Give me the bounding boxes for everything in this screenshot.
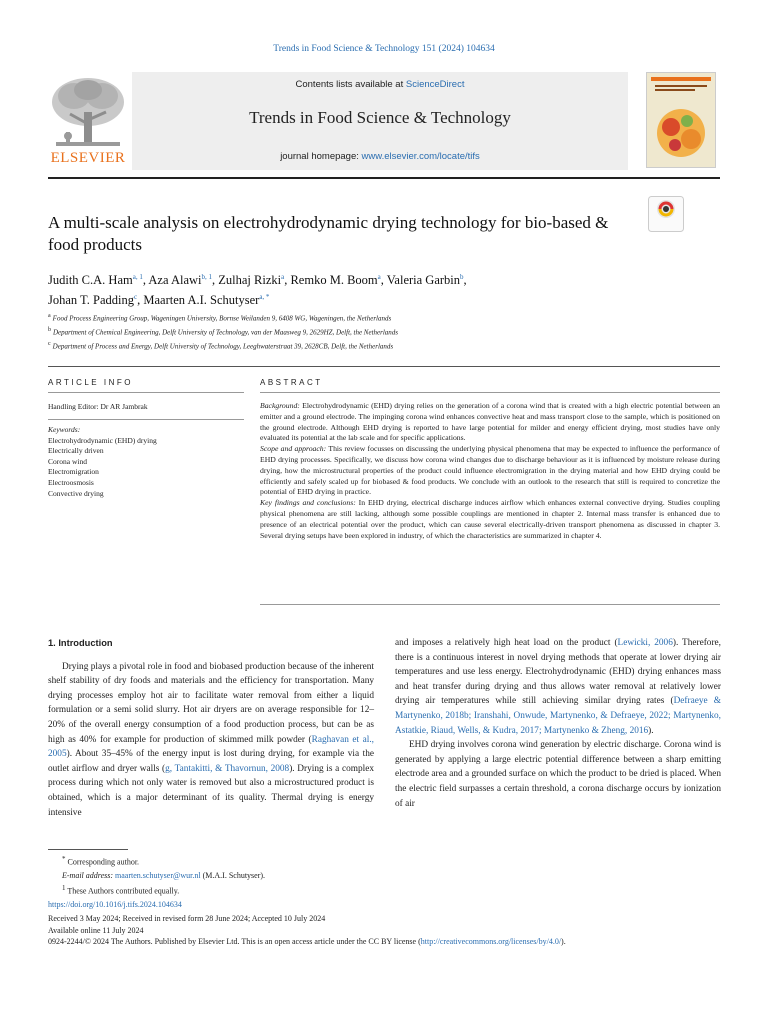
homepage-prefix: journal homepage: [280, 151, 362, 162]
body-column-right [395, 636, 721, 811]
received-dates: Received 3 May 2024; Received in revised form 28 June 2024; Accepted 10 July 2024 [48, 914, 326, 923]
body-text: ). About 35–45% of the energy input is lost during drying, for example via the outlet airflow and dryer walls ( [48, 749, 374, 774]
abstract-body [260, 401, 720, 541]
author-affiliation-mark[interactable]: a [377, 273, 381, 281]
affiliation-mark: b [48, 326, 51, 333]
abstract-rule [260, 392, 720, 393]
footnote-rule [48, 849, 128, 850]
footnote-text: Corresponding author. [67, 857, 140, 867]
article-history [48, 913, 720, 948]
email-suffix: (M.A.I. Schutyser). [202, 870, 266, 880]
body-paragraph [395, 636, 721, 738]
keyword-item: Convective drying [48, 488, 104, 498]
affiliation-item [48, 325, 648, 339]
footnotes [48, 853, 708, 897]
abstract-findings-label: Key findings and conclusions: [260, 498, 356, 508]
contents-line [132, 79, 628, 90]
doi-link[interactable]: https://doi.org/10.1016/j.tifs.2024.104634 [48, 900, 182, 909]
section-rule [48, 366, 720, 367]
keyword-item: Electrically driven [48, 446, 104, 456]
citation-link[interactable]: g, Tantakitti, & Thavornun, 2008 [165, 763, 290, 774]
body-column-left [48, 636, 374, 820]
abstract-rule [260, 604, 720, 605]
affiliation-text: Department of Process and Energy, Delft University of Technology, Leeghwaterstraat 39, 2628CB, Delft, the Netherlands [52, 341, 394, 350]
author-list: Judith C.A. Ham$^{a, 1}$, Aza Alawi$^{b, 1}$, Zulhaj Rizki$^a$, Remko M. Boom$^a$, Valeria Garbin$^b$, Johan T. Padding$^c$, Maarten A.I. Schutyser$^{a, *}$ [48, 273, 467, 308]
citation-link[interactable]: Lewicki, 2006 [617, 638, 673, 648]
license-line [48, 936, 720, 948]
author-name[interactable]: Valeria Garbin [386, 273, 461, 288]
homepage-link[interactable]: www.elsevier.com/locate/tifs [361, 151, 480, 162]
abstract-scope [260, 444, 720, 498]
email-label: E-mail address: [62, 870, 114, 880]
author-name[interactable]: Zulhaj Rizki [218, 273, 282, 288]
article-info-heading: ARTICLE INFO [48, 378, 133, 387]
license-text: ). [561, 937, 566, 946]
footnote-text: These Authors contributed equally. [67, 886, 180, 896]
author-affiliation-mark[interactable]: a, 1 [132, 273, 143, 281]
info-rule [48, 392, 244, 393]
journal-cover-image[interactable] [646, 72, 716, 168]
affiliation-mark: a [48, 313, 51, 319]
abstract-background [260, 401, 720, 444]
sciencedirect-link[interactable]: ScienceDirect [405, 79, 465, 90]
abstract-scope-label: Scope and approach: [260, 444, 327, 454]
contents-prefix: Contents lists available at [295, 79, 406, 90]
body-text: ). [648, 725, 654, 736]
check-updates-icon [648, 196, 684, 232]
abstract-findings [260, 498, 720, 541]
abstract-scope-text: This review focusses on discussing the underlying physical phenomena that may be expected to influence the performance of EHD drying processes. Specifically, we discuss how corona wind changes due to discharge behaviour as it is influenced by moisture release during drying, how the microstructural properties of the product could influence electromigration in the drying material and how EHD drying could be efficiently and safely scaled up for biobased & food products. We conclude with an outlook to the research that still is required to concretize the potential of EHD drying in practice. [260, 444, 720, 497]
footnote-mark: * [62, 855, 66, 863]
license-link[interactable]: http://creativecommons.org/licenses/by/4.0/ [420, 937, 562, 946]
affiliation-text: Food Process Engineering Group, Wageningen University, Bornse Weilanden 9, 6408 WG, Wageningen, the Netherlands [52, 314, 392, 323]
journal-title: Trends in Food Science & Technology [249, 108, 511, 127]
journal-reference[interactable]: Trends in Food Science & Technology 151 (2024) 104634 [273, 44, 495, 54]
author-affiliation-mark[interactable]: b [460, 273, 464, 281]
check-for-updates-badge[interactable] [648, 196, 684, 232]
citation-link[interactable]: Defraeye & Martynenko, 2018b; Iranshahi, Onwude, Martynenko, & Defraeye, 2022; Martynenko, Astatkie, Riaud, Wells, & Kudra, 2017; Martynenko & Zheng, 2016 [395, 696, 721, 736]
affiliation-item [48, 339, 648, 353]
affiliation-item [48, 311, 648, 325]
footnote-mark: 1 [62, 883, 66, 892]
info-rule [48, 419, 244, 420]
body-paragraph [48, 660, 374, 821]
author-name[interactable]: Aza Alawi [148, 273, 202, 288]
body-text: and imposes a relatively high heat load on the product ( [395, 638, 618, 648]
author-affiliation-mark[interactable]: b, 1 [201, 273, 213, 281]
keyword-item: Electrohydrodynamic (EHD) drying [48, 435, 157, 445]
affiliation-list [48, 311, 648, 352]
homepage-line [132, 151, 628, 162]
license-text: 0924-2244/© 2024 The Authors. Published by Elsevier Ltd. This is an open access article under the CC BY license ( [48, 937, 421, 946]
body-paragraph: EHD drying involves corona wind generation by electric discharge. Corona wind is generated by applying a large electric potential difference between a sharp emitting electrode area and a grounded surface on which the product to be dried is placed. When the electric field surpasses a certain threshold, a corona discharge occurs by ionization of air [395, 740, 721, 809]
author-name[interactable]: Maarten A.I. Schutyser [143, 293, 260, 308]
keywords-list [48, 425, 244, 499]
footnote-email [48, 869, 708, 882]
email-link[interactable]: maarten.schutyser@wur.nl [115, 870, 201, 880]
keyword-item: Corona wind [48, 456, 87, 466]
body-text: ). Therefore, there is a continuous interest in novel drying methods that operate at lower drying air temperatures and use less energy. Electrohydrodynamic (EHD) drying enhances mass and heat transfer during drying and thus allows water removal at relatively lower drying air temperatures while still achieving similar drying rates ( [395, 638, 722, 707]
author-name[interactable]: Remko M. Boom [290, 273, 378, 288]
header-rule [48, 177, 720, 179]
affiliation-mark: c [48, 340, 51, 347]
handling-editor: Handling Editor: Dr AR Jambrak [48, 402, 148, 411]
abstract-background-text: Electrohydrodynamic (EHD) drying relies on the generation of a corona wind that is created with a high electric potential between an emitter and a ground electrode. The impinging corona wind enhances convective heat and mass transport close to the sample, which is positioned on the ground electrode. Although EHD drying is reported to have large potential for milder and energy efficient drying, most studies have only evaluated its potential at the lab scale and for specific applications. [260, 401, 721, 443]
abstract-findings-text: In EHD drying, electrical discharge induces airflow which enhances external convective drying. Studies coupling physical phenomena are still lacking, although some possible couplings are mentioned in chapter 2. Internal mass transfer is enhanced due to presence of an electrical potential over the product, which can cause several electrically-driven transport phenomena as discussed in chapter 3. Several drying setups have been explored in industry, of which the characteristics are summarized in chapter 4. [260, 498, 721, 540]
author-affiliation-mark[interactable]: a, * [259, 293, 270, 302]
author-name[interactable]: Johan T. Padding [48, 293, 134, 308]
footnote-corresponding [48, 853, 708, 869]
body-text: Drying plays a pivotal role in food and biobased production because of the inherent shelf stability of dry foods and materials and the efficiency for transportation. Many drying processes employ hot air to facilitate water removal from either a liquid formulation or a semi solid slurry. Hot air dryers are on average responsible for 12–20% of the overall energy consumption of a food production process, but can be as high as 40% for example for production of skimmed milk powder ( [48, 661, 374, 745]
footnote-equal-contribution [48, 882, 708, 898]
section-heading: 1. Introduction [48, 638, 113, 648]
article-title: A multi-scale analysis on electrohydrodynamic drying technology for bio-based & food products [48, 213, 609, 254]
citation-link[interactable]: Raghavan et al., 2005 [48, 734, 375, 760]
keyword-item: Electromigration [48, 467, 99, 477]
author-affiliation-mark[interactable]: a [281, 273, 285, 281]
affiliation-text: Department of Chemical Engineering, Delft University of Technology, van der Maasweg 9, 2629HZ, Delft, the Netherlands [53, 328, 399, 337]
abstract-background-label: Background: [260, 401, 300, 410]
abstract-heading: ABSTRACT [260, 378, 323, 387]
available-online: Available online 11 July 2024 [48, 925, 144, 935]
author-name[interactable]: Judith C.A. Ham [48, 273, 133, 288]
body-text: ). Drying is a complex process during which not only water is removed but also a microstructured product is obtained, which is a major determinant of its quality. Thermal drying is energy intensive [48, 763, 374, 818]
keyword-item: Electroosmosis [48, 477, 94, 487]
keywords-label: Keywords: [48, 425, 81, 434]
author-affiliation-mark[interactable]: c [134, 293, 138, 302]
elsevier-wordmark: ELSEVIER [50, 150, 126, 166]
